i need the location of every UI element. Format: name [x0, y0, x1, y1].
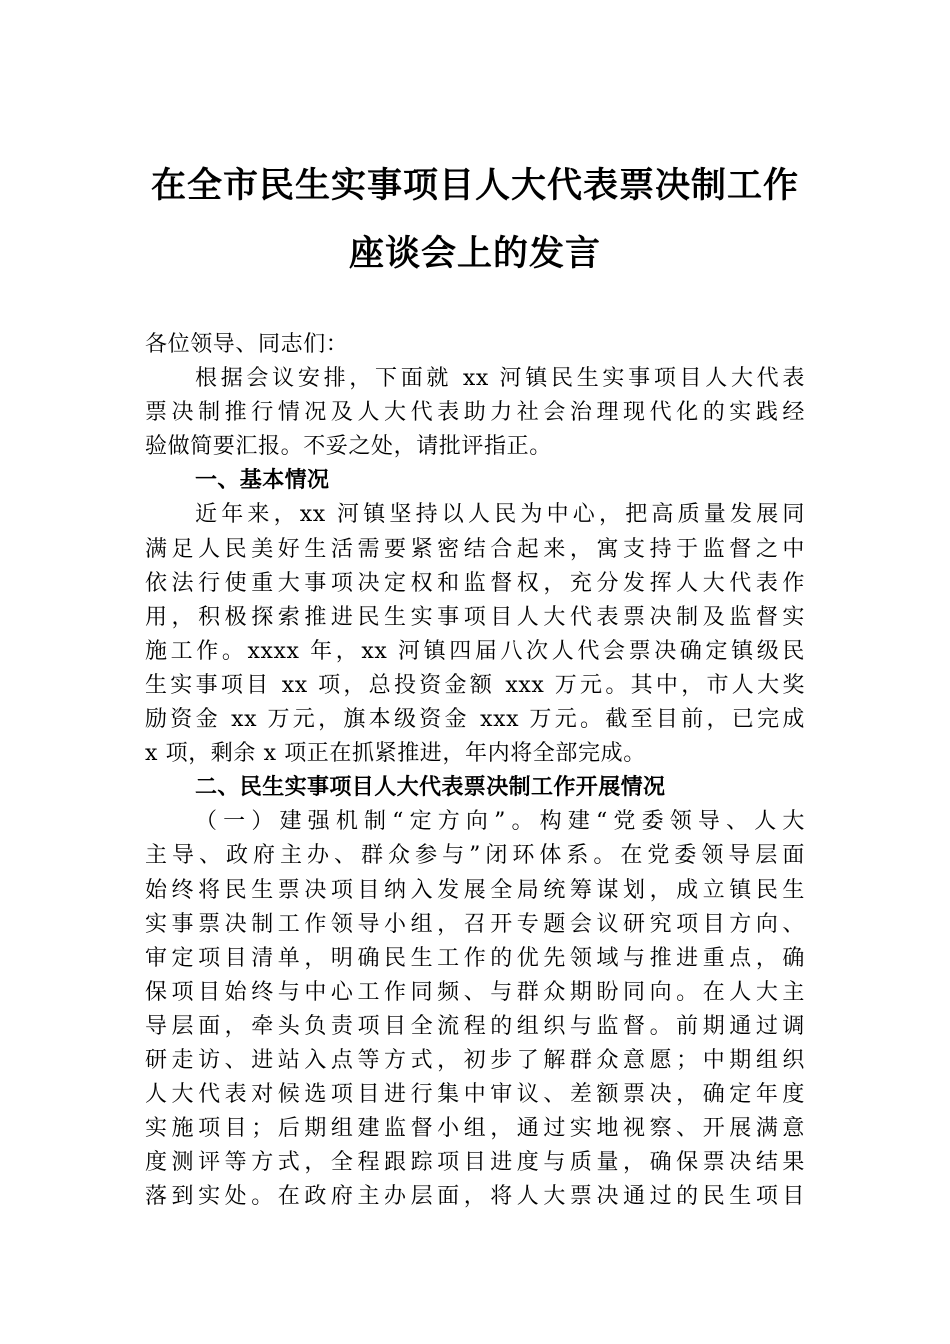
section-2-heading: 二、民生实事项目人大代表票决制工作开展情况: [195, 775, 666, 801]
section-1-line: x 项，剩余 x 项正在抓紧推进，年内将全部完成。: [145, 741, 646, 767]
section-1-line: 近年来，xx 河镇坚持以人民为中心，把高质量发展同: [195, 502, 805, 528]
section-1-line: 依法行使重大事项决定权和监督权，充分发挥人大代表作: [145, 570, 805, 596]
intro-line: 票决制推行情况及人大代表助力社会治理现代化的实践经: [145, 400, 805, 426]
document-body: [145, 328, 805, 1214]
section-1-line: 励资金 xx 万元，旗本级资金 xxx 万元。截至目前，已完成: [145, 707, 805, 733]
section-2-line: （一）建强机制“定方向”。构建“党委领导、人大: [195, 809, 805, 835]
section-2-line: 研走访、进站入点等方式，初步了解群众意愿；中期组织: [145, 1047, 805, 1073]
section-2-line: 主导、政府主办、群众参与”闭环体系。在党委领导层面: [145, 843, 805, 869]
document-title-line-2: 座谈会上的发言: [348, 233, 601, 274]
section-1-heading: 一、基本情况: [195, 468, 330, 494]
section-2-line: 实事票决制工作领导小组，召开专题会议研究项目方向、: [145, 911, 805, 937]
section-2-line: 实施项目；后期组建监督小组，通过实地视察、开展满意: [145, 1116, 805, 1142]
section-2-line: 保项目始终与中心工作同频、与群众期盼同向。在人大主: [145, 979, 805, 1005]
section-2-line: 审定项目清单，明确民生工作的优先领域与推进重点，确: [145, 945, 805, 971]
section-2-line: 人大代表对候选项目进行集中审议、差额票决，确定年度: [145, 1082, 805, 1108]
section-1-line: 施工作。xxxx 年，xx 河镇四届八次人代会票决确定镇级民: [145, 638, 805, 664]
salutation: 各位领导、同志们：: [145, 332, 349, 357]
section-2-line: 导层面，牵头负责项目全流程的组织与监督。前期通过调: [145, 1013, 805, 1039]
section-2-line: 落到实处。在政府主办层面，将人大票决通过的民生项目: [145, 1184, 805, 1210]
section-1-line: 生实事项目 xx 项，总投资金额 xxx 万元。其中，市人大奖: [145, 672, 805, 698]
document-title-line-1: 在全市民生实事项目人大代表票决制工作: [150, 165, 799, 206]
intro-line: 验做简要汇报。不妥之处，请批评指正。: [145, 434, 552, 460]
section-1-line: 满足人民美好生活需要紧密结合起来，寓支持于监督之中: [145, 536, 805, 562]
section-1-line: 用，积极探索推进民生实事项目人大代表票决制及监督实: [145, 604, 805, 630]
section-2-line: 度测评等方式，全程跟踪项目进度与质量，确保票决结果: [145, 1150, 805, 1176]
intro-line: 根据会议安排，下面就 xx 河镇民生实事项目人大代表: [195, 366, 805, 392]
section-2-line: 始终将民生票决项目纳入发展全局统筹谋划，成立镇民生: [145, 877, 805, 903]
